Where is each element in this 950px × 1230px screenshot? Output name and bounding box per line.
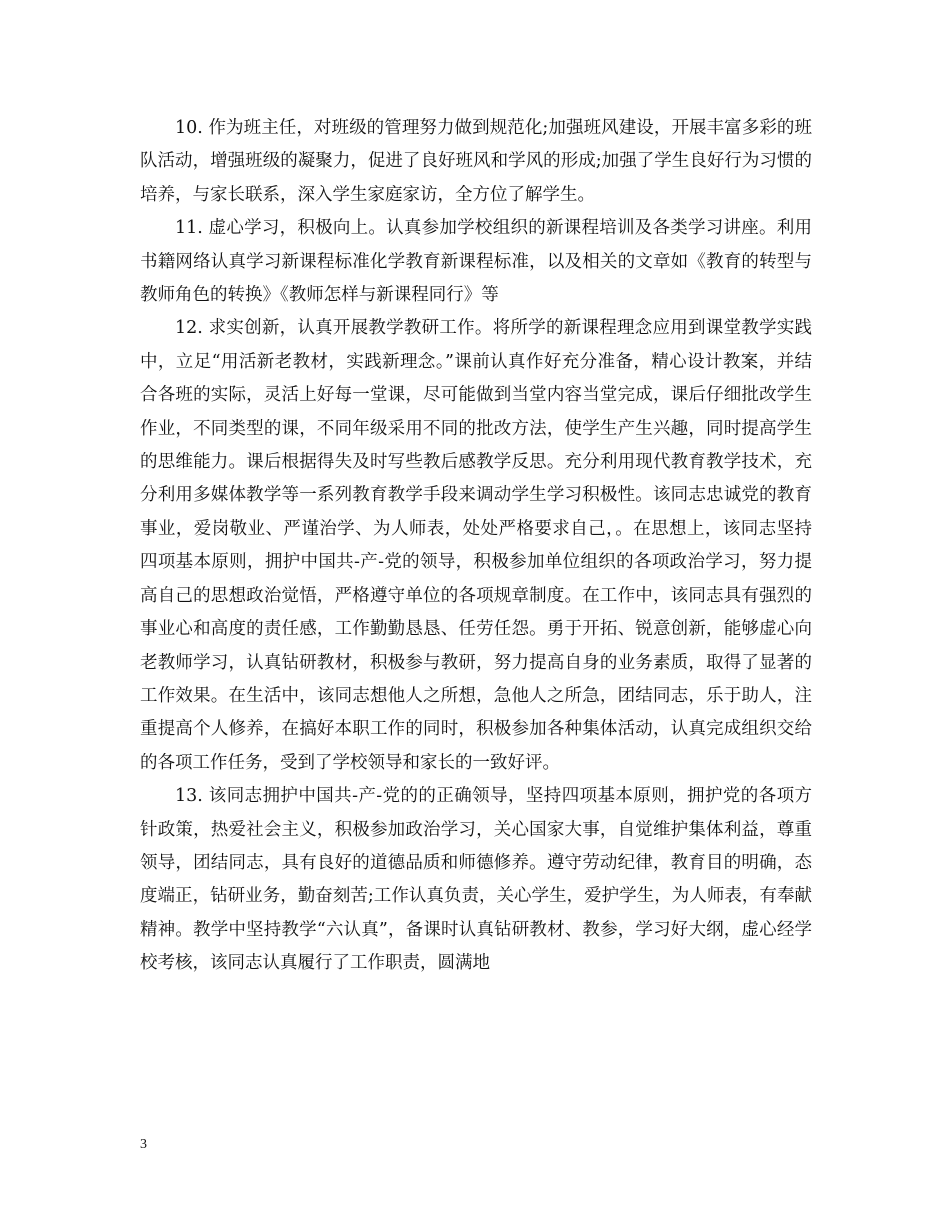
paragraph-10: 10. 作为班主任，对班级的管理努力做到规范化;加强班风建设，开展丰富多彩的班队活动，增强班级的凝聚力，促进了良好班风和学风的形成;加强了学生良好行为习惯的培养，与家长联系，深入学生家庭家访，全方位了解学生。 bbox=[140, 118, 812, 205]
paragraph-13: 13. 该同志拥护中国共-产-党的的正确领导，坚持四项基本原则，拥护党的各项方针政策，热爱社会主义，积极参加政治学习，关心国家大事，自觉维护集体利益，尊重领导，团结同志，具有良好的道德品质和师德修养。遵守劳动纪律，教育目的明确，态度端正，钻研业务，勤奋刻苦;工作认真负责，关心学生，爱护学生，为人师表，有奉献精神。教学中坚持教学“六认真”，备课时认真钻研教材、教参，学习好大纲，虚心经学校考核，该同志认真履行了工作职责，圆满地 bbox=[140, 786, 812, 974]
page-number: 3 bbox=[140, 1137, 147, 1152]
document-body bbox=[140, 112, 812, 981]
paragraph-11: 11. 虚心学习，积极向上。认真参加学校组织的新课程培训及各类学习讲座。利用书籍网络认真学习新课程标准化学教育新课程标准，以及相关的文章如《教育的转型与教师角色的转换》《教师怎样与新课程同行》等 bbox=[140, 218, 812, 306]
paragraph-12: 12. 求实创新，认真开展教学教研工作。将所学的新课程理念应用到课堂教学实践中，立足“用活新老教材，实践新理念。”课前认真作好充分准备，精心设计教案，并结合各班的实际，灵活上好每一堂课，尽可能做到当堂内容当堂完成，课后仔细批改学生作业，不同类型的课，不同年级采用不同的批改方法，使学生产生兴趣，同时提高学生的思维能力。课后根据得失及时写些教后感教学反思。充分利用现代教育教学技术，充分利用多媒体教学等一系列教育教学手段来调动学生学习积极性。该同志忠诚党的教育事业，爱岗敬业、严谨治学、为人师表，处处严格要求自己，。在思想上，该同志坚持四项基本原则，拥护中国共-产-党的领导，积极参加单位组织的各项政治学习，努力提高自己的思想政治觉悟，严格遵守单位的各项规章制度。在工作中，该同志具有强烈的事业心和高度的责任感，工作勤勤恳恳、任劳任怨。勇于开拓、锐意创新，能够虚心向老教师学习，认真钻研教材，积极参与教研，努力提高自身的业务素质，取得了显著的工作效果。在生活中，该同志想他人之所想，急他人之所急，团结同志，乐于助人，注重提高个人修养，在搞好本职工作的同时，积极参加各种集体活动，认真完成组织交给的各项工作任务，受到了学校领导和家长的一致好评。 bbox=[140, 318, 812, 773]
